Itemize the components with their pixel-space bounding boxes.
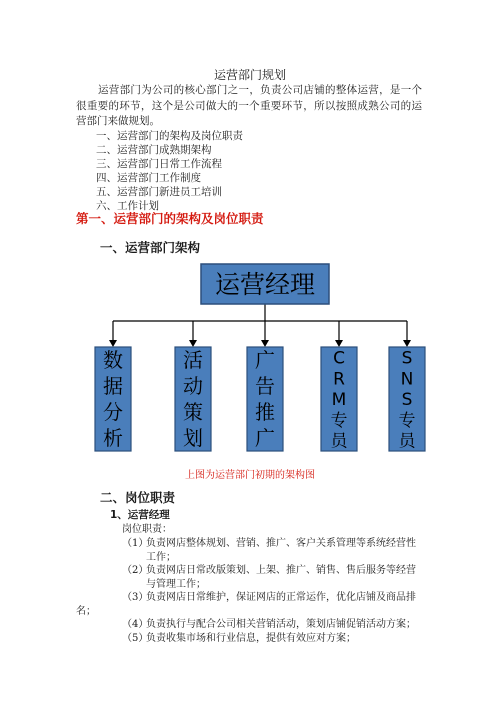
- arrowhead: [261, 340, 269, 347]
- org-root-box: [201, 264, 329, 304]
- duty-text-continued: 名；: [76, 606, 96, 617]
- toc-item: 六、工作计划: [96, 200, 159, 212]
- duty-number: （4）: [122, 619, 149, 630]
- org-child-char: 员: [330, 431, 348, 452]
- duty-text: 负责网店整体规划、营销、推广、客户关系管理等系统经营性: [146, 538, 416, 549]
- toc-item: 五、运营部门新进员工培训: [96, 186, 222, 198]
- org-child-char: R: [333, 369, 345, 390]
- arrowhead: [335, 340, 343, 347]
- org-child-node: [247, 347, 283, 451]
- org-connectors: [109, 304, 411, 347]
- duty-text-continued: 工作；: [146, 552, 176, 563]
- org-child-char: 推: [255, 400, 275, 425]
- subsection-heading-duties: 二、岗位职责: [100, 490, 176, 505]
- duty-number: （5）: [122, 633, 149, 644]
- arrowhead: [189, 340, 197, 347]
- org-child-char: 员: [398, 431, 416, 452]
- org-child-node: [175, 347, 211, 451]
- intro-paragraph: 运营部门为公司的核心部门之一，负责公司店铺的整体运营，是一个很重要的环节，这个是公司做大的一个重要环节，所以按照成熟公司的运营部门来做规划。: [76, 84, 422, 127]
- duty-text: 负责网店日常改版策划、上架、推广、销售、售后服务等经营: [146, 565, 416, 576]
- toc-item: 四、运营部门工作制度: [96, 172, 201, 184]
- org-child-char: S: [401, 390, 413, 411]
- org-child-char: S: [401, 348, 413, 369]
- duty-number: （3）: [122, 592, 149, 603]
- toc-item: 二、运营部门成熟期架构: [96, 144, 212, 156]
- org-child-char: C: [333, 348, 345, 369]
- toc-item: 一、运营部门的架构及岗位职责: [96, 130, 243, 142]
- role-heading: 1、运营经理: [110, 509, 170, 521]
- duties-label: 岗位职责：: [122, 524, 172, 535]
- duty-text-continued: 与管理工作；: [146, 579, 206, 590]
- org-child-char: M: [331, 390, 347, 411]
- org-child-char: 告: [255, 374, 275, 399]
- duty-text: 负责执行与配合公司相关营销活动，策划店铺促销活动方案；: [146, 619, 416, 630]
- org-root-label: 运营经理: [214, 270, 316, 299]
- org-child-boxes: [95, 347, 425, 452]
- org-child-char: 策: [183, 400, 203, 425]
- toc-item: 三、运营部门日常工作流程: [96, 158, 222, 170]
- org-child-char: 专: [330, 410, 348, 431]
- org-child-node: [321, 347, 357, 452]
- duty-number: （1）: [122, 538, 149, 549]
- org-child-char: 分: [103, 400, 123, 425]
- document-title: 运营部门规划: [213, 68, 286, 82]
- org-child-char: 广: [255, 348, 275, 373]
- chart-caption: 上图为运营部门初期的架构图: [185, 470, 315, 481]
- org-child-char: 析: [103, 426, 123, 451]
- duty-number: （2）: [122, 565, 149, 576]
- org-child-char: 专: [398, 410, 416, 431]
- org-child-node: [389, 347, 425, 452]
- org-child-char: 数: [103, 348, 123, 373]
- org-child-char: 活: [183, 348, 203, 373]
- org-child-char: N: [400, 369, 414, 390]
- duty-text: 负责收集市场和行业信息，提供有效应对方案；: [146, 633, 356, 644]
- org-child-char: 划: [183, 426, 203, 451]
- arrowhead: [403, 340, 411, 347]
- org-child-char: 据: [103, 374, 123, 399]
- duty-text: 负责网店日常维护，保证网店的正常运作，优化店铺及商品排: [146, 592, 416, 603]
- org-child-char: 动: [183, 374, 203, 399]
- org-child-char: 广: [255, 426, 275, 451]
- arrowhead: [109, 340, 117, 347]
- org-child-node: [95, 347, 131, 451]
- section-heading: 第一、运营部门的架构及岗位职责: [76, 211, 264, 226]
- subsection-heading-structure: 一、运营部门架构: [100, 240, 201, 255]
